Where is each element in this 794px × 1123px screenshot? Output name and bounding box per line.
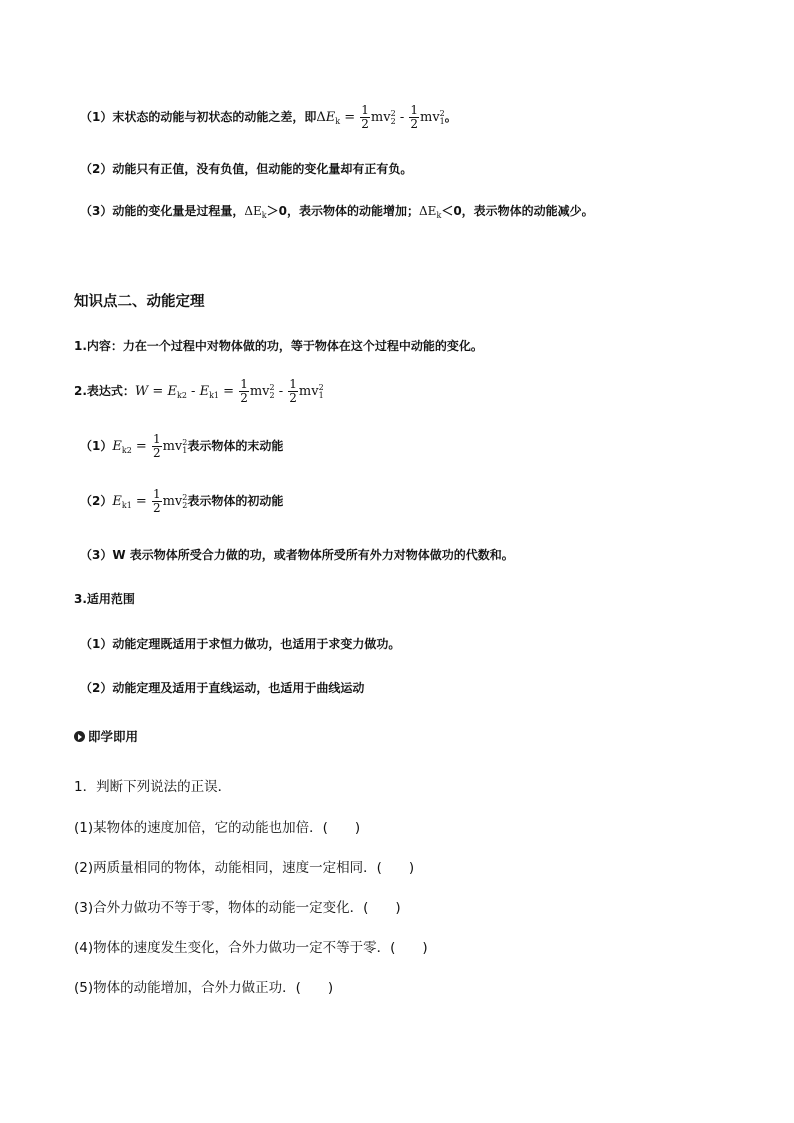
sec2-scope-item1: （1）动能定理既适用于求恒力做功，也适用于求变力做功。 [80, 637, 401, 651]
question-item: (3)合外力做功不等于零，物体的动能一定变化．( ) [74, 900, 401, 916]
sec1-item3: （3）动能的变化量是过程量，$\Delta E_k>0$，表示物体的动能增加；$\Delta E_k<0$，表示物体的动能减少。 [80, 203, 594, 220]
sec2-content: 1.内容：力在一个过程中对物体做的功，等于物体在这个过程中动能的变化。 [74, 339, 483, 353]
ek2-formula: $E_{k2}$ = $\frac{1}{2}$ mv 2 1 [112, 432, 188, 460]
play-circle-icon [74, 731, 85, 742]
sec2-scope: 3.适用范围 [74, 592, 135, 606]
question-item: (4)物体的速度发生变化，合外力做功一定不等于零．( ) [74, 940, 428, 956]
sec1-item1-text: （1）末状态的动能与初状态的动能之差，即 [80, 110, 317, 124]
sec2-scope-item2: （2）动能定理及适用于直线运动，也适用于曲线运动 [80, 681, 365, 695]
section-heading: 知识点二、动能定理 [74, 294, 205, 310]
sec2-expression: 2.表达式：$W = E_{k2} - E_{k1}$ = $\frac{1}{2}$ mv 2 2 - $\frac{1}{2}$ mv 2 1 [74, 377, 324, 405]
sec2-item1: $(1)E_{k2}$ = $\frac{1}{2}$ mv 2 1 表示物体的末动能 [80, 432, 284, 460]
delta-ek-symbol: $\Delta E_k$ [244, 203, 267, 220]
sec2-item3: （3）W 表示物体所受合力做的功，或者物体所受所有外力对物体做功的代数和。 [80, 548, 514, 562]
sec1-item1: （1）末状态的动能与初状态的动能之差，即$\Delta E_k$ = $\frac{1}{2}$ mv 2 2 - $\frac{1}{2}$ mv 2 1 。 [80, 103, 457, 131]
question-intro: 1．判断下列说法的正误． [74, 779, 232, 795]
delta-ek-symbol-2: $\Delta E_k$ [419, 203, 442, 220]
practice-label: 即学即用 [74, 727, 138, 745]
ek1-formula: $E_{k1}$ = $\frac{1}{2}$ mv 2 2 [112, 487, 188, 515]
work-energy-formula: $W = E_{k2} - E_{k1}$ = $\frac{1}{2}$ mv 2 2 - $\frac{1}{2}$ mv 2 1 [134, 377, 324, 405]
question-item: (1)某物体的速度加倍，它的动能也加倍．( ) [74, 820, 361, 836]
sec2-item2: $(2)E_{k1}$ = $\frac{1}{2}$ mv 2 2 表示物体的初动能 [80, 487, 284, 515]
question-item: (5)物体的动能增加，合外力做正功．( ) [74, 980, 334, 996]
question-item: (2)两质量相同的物体，动能相同，速度一定相同．( ) [74, 860, 415, 876]
delta-ek-formula: $\Delta E_k$ = $\frac{1}{2}$ mv 2 2 - $\frac{1}{2}$ mv 2 1 [316, 103, 445, 131]
sec1-item2: （2）动能只有正值，没有负值，但动能的变化量却有正有负。 [80, 162, 413, 176]
